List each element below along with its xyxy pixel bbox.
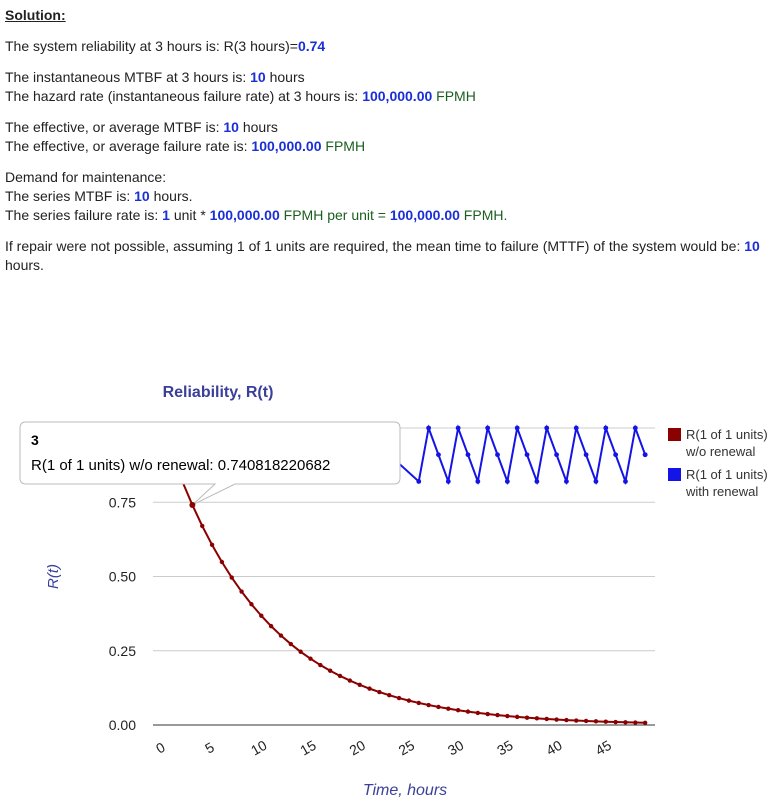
data-point [554, 452, 559, 457]
effective-block [5, 118, 775, 156]
data-point [534, 479, 539, 484]
eff-mtbf-label: The effective, or average MTBF is: [5, 119, 224, 135]
data-point [446, 706, 450, 710]
hazard-unit: FPMH [432, 88, 476, 104]
data-point [604, 720, 608, 724]
inst-mtbf-label: The instantaneous MTBF at 3 hours is: [5, 69, 251, 85]
reliability-label: The system reliability at 3 hours is: R(3 hours)= [5, 38, 298, 54]
y-tick-label: 0.25 [108, 642, 136, 659]
series-rate-units: 1 [162, 207, 170, 223]
x-tick-label: 0 [152, 738, 168, 757]
data-point [200, 524, 204, 528]
data-point [623, 720, 627, 724]
x-tick-label: 35 [494, 736, 516, 759]
data-point [505, 479, 510, 484]
data-point [239, 589, 243, 593]
x-tick-label: 20 [346, 736, 368, 759]
data-point [535, 716, 539, 720]
data-point [407, 698, 411, 702]
legend-label: R(1 of 1 units) [686, 467, 768, 482]
data-point [525, 452, 530, 457]
data-point [377, 690, 381, 694]
data-point [633, 426, 638, 431]
y-tick-label: 0.75 [108, 494, 136, 511]
solution-heading: Solution: [5, 7, 66, 23]
data-point [259, 614, 263, 618]
data-point [397, 696, 401, 700]
data-point [545, 717, 549, 721]
data-point [475, 479, 480, 484]
legend-label: with renewal [686, 484, 759, 499]
series-mtbf-line [5, 187, 775, 206]
x-tick-label: 10 [248, 736, 270, 759]
eff-rate-label: The effective, or average failure rate is: [5, 138, 252, 154]
data-point [249, 602, 253, 606]
eff-mtbf-unit: hours [238, 119, 278, 135]
x-tick-label: 5 [202, 738, 217, 757]
hazard-label: The hazard rate (instantaneous failure rate) at 3 hours is: [5, 88, 363, 104]
data-point [318, 663, 322, 667]
data-point [623, 479, 628, 484]
data-point [446, 479, 451, 484]
inst-mtbf-unit: hours [265, 69, 305, 85]
data-point [436, 452, 441, 457]
data-point [338, 674, 342, 678]
legend-swatch [668, 428, 681, 441]
eff-mtbf-line [5, 118, 775, 137]
series-rate-mid2: FPMH per unit = [279, 207, 390, 223]
legend-label: w/o renewal [686, 444, 756, 459]
mttf-label: If repair were not possible, assuming 1 of 1 units are required, the mean time to failure (MTTF) of the system would be: [5, 238, 745, 254]
tooltip-point [189, 502, 195, 508]
y-tick-labels [109, 494, 136, 733]
tooltip [20, 422, 400, 511]
series-rate-line [5, 206, 775, 225]
data-point [466, 452, 471, 457]
data-point [643, 721, 647, 725]
series-rate-unit: FPMH. [459, 207, 508, 223]
tooltip-x-label: 3 [31, 432, 39, 448]
data-point [505, 714, 509, 718]
data-point [230, 575, 234, 579]
inst-mtbf-value: 10 [250, 69, 266, 85]
data-point [594, 719, 598, 723]
data-point [308, 657, 312, 661]
x-tick-label: 25 [395, 736, 418, 759]
data-point [210, 543, 214, 547]
data-point [515, 426, 520, 431]
series-line-with-renewal [373, 428, 645, 481]
x-axis-label: Time, hours [362, 782, 448, 799]
data-point [426, 703, 430, 707]
y-axis-label: R(t) [45, 564, 62, 589]
tooltip-text: R(1 of 1 units) w/o renewal: 0.740818220682 [31, 457, 331, 474]
data-point [358, 683, 362, 687]
data-point [594, 479, 599, 484]
data-point [613, 452, 618, 457]
data-point [574, 426, 579, 431]
legend [668, 427, 768, 499]
data-point [564, 479, 569, 484]
series-mtbf-label: The series MTBF is: [5, 188, 135, 204]
mttf-value: 10 [744, 238, 760, 254]
maintenance-block [5, 168, 775, 225]
y-tick-label: 0.00 [108, 717, 136, 733]
series-rate-per-unit: 100,000.00 [209, 207, 280, 223]
data-point [485, 426, 490, 431]
reliability-line [5, 37, 775, 56]
data-point [495, 452, 500, 457]
data-point [564, 718, 568, 722]
x-tick-label: 15 [297, 736, 319, 759]
legend-swatch [668, 468, 681, 481]
data-point [456, 426, 461, 431]
data-point [544, 426, 549, 431]
eff-rate-unit: FPMH [321, 138, 366, 154]
hazard-value: 100,000.00 [362, 88, 433, 104]
data-point [633, 720, 637, 724]
x-tick-label: 45 [592, 736, 615, 759]
data-point [348, 678, 352, 682]
reliability-chart [0, 370, 782, 802]
inst-mtbf-line [5, 68, 775, 87]
legend-label: R(1 of 1 units) [686, 427, 768, 442]
series-mtbf-value: 10 [134, 188, 150, 204]
data-point [466, 709, 470, 713]
data-point [613, 720, 617, 724]
data-point [485, 712, 489, 716]
data-point [269, 624, 273, 628]
data-point [426, 426, 431, 431]
reliability-value: 0.74 [297, 38, 326, 54]
data-point [417, 701, 421, 705]
data-point [387, 693, 391, 697]
data-point [554, 717, 558, 721]
series-rate-label: The series failure rate is: [5, 207, 163, 223]
data-point [584, 452, 589, 457]
data-point [476, 711, 480, 715]
data-point [525, 715, 529, 719]
eff-rate-value: 100,000.00 [251, 138, 322, 154]
mttf-line [5, 237, 775, 275]
series-with-renewal [373, 426, 647, 484]
series-rate-total: 100,000.00 [389, 207, 460, 223]
data-point [279, 633, 283, 637]
instantaneous-block [5, 68, 775, 106]
data-point [298, 650, 302, 654]
solution-section [5, 6, 775, 287]
mttf-unit: hours. [5, 257, 44, 273]
data-point [584, 719, 588, 723]
data-point [603, 426, 608, 431]
series-rate-mid1: unit * [169, 207, 210, 223]
data-point [328, 669, 332, 673]
x-tick-label: 40 [543, 736, 565, 759]
x-tick-label: 30 [444, 736, 467, 759]
x-tick-labels [153, 737, 614, 759]
eff-mtbf-value: 10 [223, 119, 239, 135]
data-point [367, 686, 371, 690]
data-point [574, 718, 578, 722]
data-point [289, 642, 293, 646]
hazard-line [5, 87, 775, 106]
y-tick-label: 0.50 [108, 568, 136, 585]
eff-rate-line [5, 137, 775, 156]
data-point [436, 705, 440, 709]
data-point [515, 715, 519, 719]
data-point [643, 452, 648, 457]
data-point [416, 479, 421, 484]
data-point [456, 708, 460, 712]
series-mtbf-unit: hours. [149, 188, 193, 204]
demand-label: Demand for maintenance: [5, 169, 167, 185]
chart-title: Reliability, R(t) [162, 384, 274, 401]
data-point [495, 713, 499, 717]
data-point [220, 560, 224, 564]
